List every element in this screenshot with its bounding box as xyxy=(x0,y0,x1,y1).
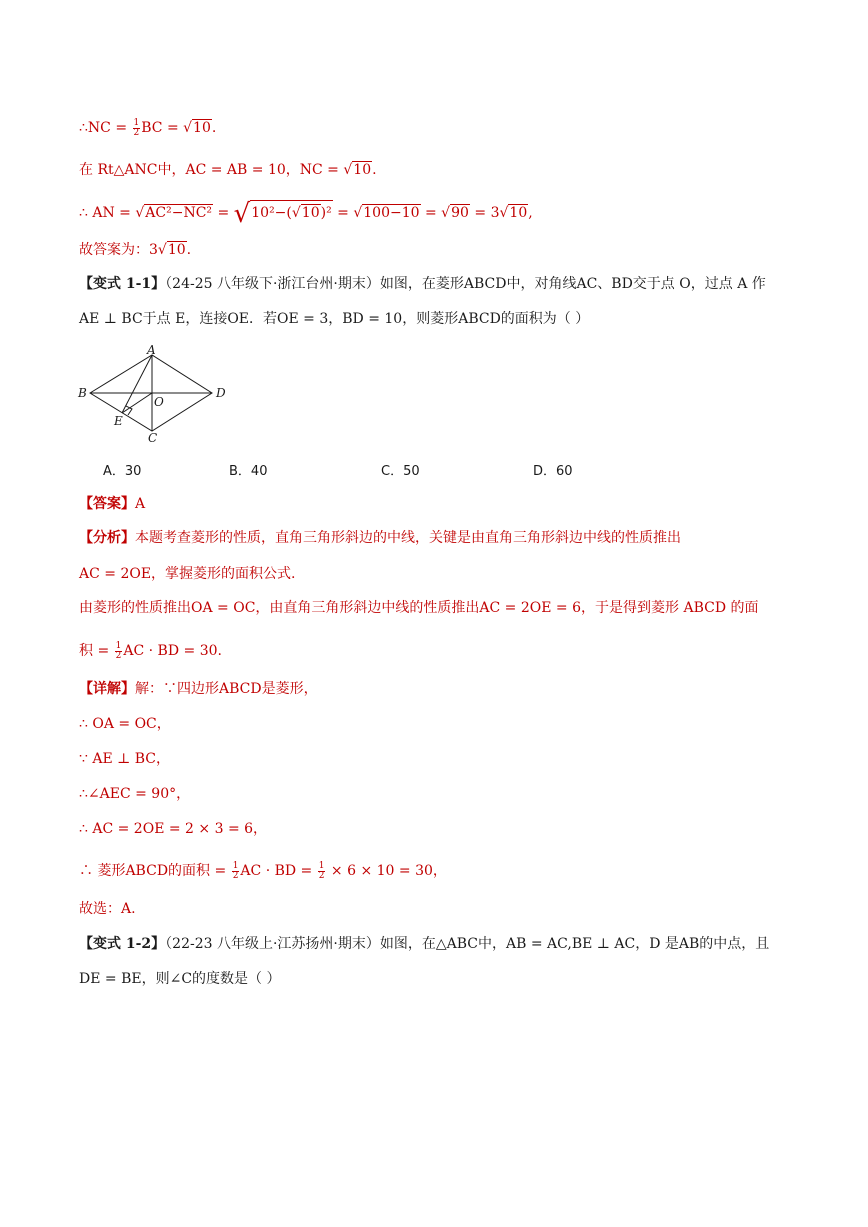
option-d[interactable]: D．60 xyxy=(533,464,573,479)
solution-line-an: ∴ AN = √AC²−NC² = √10²−(√10)² = √100−10 = √90 = 3√10, xyxy=(79,199,533,229)
option-a[interactable]: A．30 xyxy=(103,464,142,479)
rhombus-figure xyxy=(74,344,234,444)
detail-line-3: ∵ AE ⊥ BC， xyxy=(79,751,171,767)
detail-section: 【详解】解：∵四边形ABCD是菱形， xyxy=(79,681,318,697)
analysis-line-3: 由菱形的性质推出OA = OC，由直角三角形斜边中线的性质推出AC = 2OE = 6，于是得到菱形 ABCD 的面 xyxy=(79,600,759,616)
analysis-line-4: 积 = $\frac{1}{2}$ AC · BD = 30. xyxy=(79,640,222,661)
segment-oe xyxy=(122,393,152,413)
variant-1-2-question-cont: DE = BE，则∠C的度数是（ ） xyxy=(79,971,281,987)
analysis-section: 【分析】本题考查菱形的性质，直角三角形斜边的中线，关键是由直角三角形斜边中线的性质推出 xyxy=(79,530,681,546)
detail-line-4: ∴∠AEC = 90°， xyxy=(79,786,191,802)
label-o: O xyxy=(154,395,164,409)
analysis-line-2: AC = 2OE，掌握菱形的面积公式. xyxy=(79,566,296,582)
option-b[interactable]: B．40 xyxy=(229,464,268,479)
label-e: E xyxy=(114,414,123,428)
fraction-half: $\frac{1}{2}$ xyxy=(133,117,140,138)
variant-1-1-question-cont: AE ⊥ BC于点 E，连接OE．若OE = 3，BD = 10，则菱形ABCD的面积为（ ） xyxy=(79,311,590,327)
detail-line-6: ∴ 菱形ABCD的面积 = $\frac{1}{2}$ AC · BD = $\frac{1}{2}$ × 6 × 10 = 30， xyxy=(79,860,447,881)
detail-line-5: ∴ AC = 2OE = 2 × 3 = 6， xyxy=(79,821,268,837)
solution-line-rt-triangle: 在 Rt△ANC中，AC = AB = 10，NC = √10. xyxy=(79,162,377,178)
label-a: A xyxy=(147,344,156,357)
variant-tag: 【变式 1-1】 xyxy=(79,276,166,292)
label-b: B xyxy=(78,386,87,400)
answer-section: 【答案】A xyxy=(79,496,146,512)
label-c: C xyxy=(148,431,158,444)
choice-line: 故选：A. xyxy=(79,901,136,917)
answer-line-1: 故答案为：3√10. xyxy=(79,242,192,258)
variant-1-2-question: 【变式 1-2】（22-23 八年级上·江苏扬州·期末）如图，在△ABC中，AB = AC,BE ⊥ AC，D 是AB的中点，且 xyxy=(79,936,770,952)
option-c[interactable]: C．50 xyxy=(381,464,420,479)
label-d: D xyxy=(216,386,226,400)
solution-line-nc: ∴NC = $\frac{1}{2}$ BC = √10. xyxy=(79,117,217,138)
detail-line-2: ∴ OA = OC， xyxy=(79,716,171,732)
variant-1-1-question: 【变式 1-1】（24-25 八年级下·浙江台州·期末）如图，在菱形ABCD中，对角线AC、BD交于点 O，过点 A 作 xyxy=(79,276,766,292)
